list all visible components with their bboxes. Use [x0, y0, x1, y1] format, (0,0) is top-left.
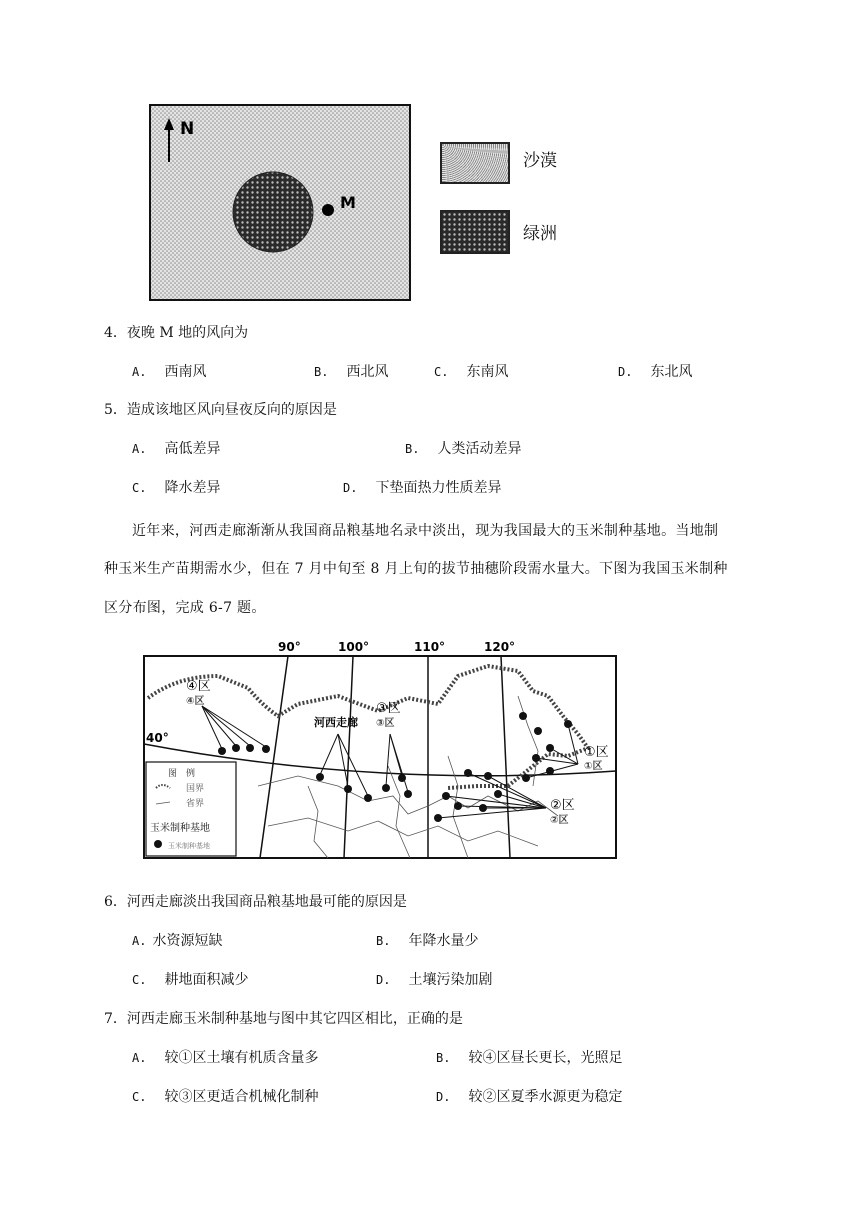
question-4-stem: 4．夜晚 M 地的风向为: [104, 325, 249, 341]
region-label-3-echo: ③区: [376, 718, 395, 729]
oasis-area: [233, 172, 313, 252]
legend-swatch-oasis: [440, 210, 510, 254]
question-6-stem: 6．河西走廊淡出我国商品粮基地最可能的原因是: [104, 894, 407, 910]
map-legend-item-1: 国界: [186, 784, 205, 794]
passage-line-3: 区分布图，完成 6-7 题。: [104, 600, 266, 616]
map-legend-title: 图 例: [168, 769, 196, 779]
region-label-4-echo: ④区: [186, 696, 205, 707]
q5-option-c: C. 降水差异: [132, 480, 221, 496]
lat-label-40: 40°: [146, 731, 169, 745]
map-legend-base-label: 玉米制种基地: [150, 823, 210, 834]
q6-option-d: D. 土壤污染加剧: [376, 972, 493, 988]
q4-option-b: B. 西北风: [314, 364, 389, 380]
q7-option-d: D. 较②区夏季水源更为稳定: [436, 1089, 623, 1105]
legend-label-oasis: 绿洲: [523, 224, 557, 244]
lon-label-120: 120°: [484, 640, 516, 654]
q7-option-a: A. 较①区土壤有机质含量多: [132, 1050, 319, 1066]
question-7-stem: 7．河西走廊玉米制种基地与图中其它四区相比，正确的是: [104, 1011, 463, 1027]
passage-line-1: 近年来，河西走廊渐渐从我国商品粮基地名录中淡出，现为我国最大的玉米制种基地。当地制: [132, 523, 719, 539]
north-label: N: [180, 119, 195, 139]
q6-option-a: A. 水资源短缺: [132, 933, 223, 949]
q5-option-b: B. 人类活动差异: [405, 441, 522, 457]
q4-option-d: D. 东北风: [618, 364, 693, 380]
q5-option-a: A. 高低差异: [132, 441, 221, 457]
region-label-1: ①区: [584, 745, 609, 760]
q5-option-d: D. 下垫面热力性质差异: [343, 480, 502, 496]
map-legend-base-echo: 玉米制种基地: [168, 842, 210, 850]
lon-label-100: 100°: [338, 640, 370, 654]
q4-option-a: A. 西南风: [132, 364, 207, 380]
point-m-label: M: [340, 193, 356, 212]
region-label-hexi: 河西走廊: [314, 716, 358, 729]
legend-label-desert: 沙漠: [523, 151, 557, 171]
passage-line-2: 种玉米生产苗期需水少，但在 7 月中旬至 8 月上旬的拔节抽穗阶段需水量大。下图为我国玉米制种: [104, 561, 728, 577]
region-label-2: ②区: [550, 798, 575, 813]
region-label-2-echo: ②区: [550, 815, 569, 826]
desert-oasis-figure: [140, 100, 580, 310]
q4-option-c: C. 东南风: [434, 364, 509, 380]
map-legend-item-2: 省界: [186, 799, 205, 809]
q7-option-b: B. 较④区昼长更长，光照足: [436, 1050, 623, 1066]
q7-option-c: C. 较③区更适合机械化制种: [132, 1089, 319, 1105]
region-label-4: ④区: [186, 679, 211, 694]
lon-label-110: 110°: [414, 640, 446, 654]
question-5-stem: 5．造成该地区风向昼夜反向的原因是: [104, 402, 337, 418]
region-label-3: ③区: [376, 701, 401, 716]
legend-swatch-desert: [440, 142, 510, 184]
region-label-1-echo: ①区: [584, 761, 603, 772]
point-m: [322, 204, 334, 216]
q6-option-c: C. 耕地面积减少: [132, 972, 249, 988]
lon-label-90: 90°: [278, 640, 301, 654]
q6-option-b: B. 年降水量少: [376, 933, 479, 949]
corn-seed-map: [138, 636, 622, 862]
